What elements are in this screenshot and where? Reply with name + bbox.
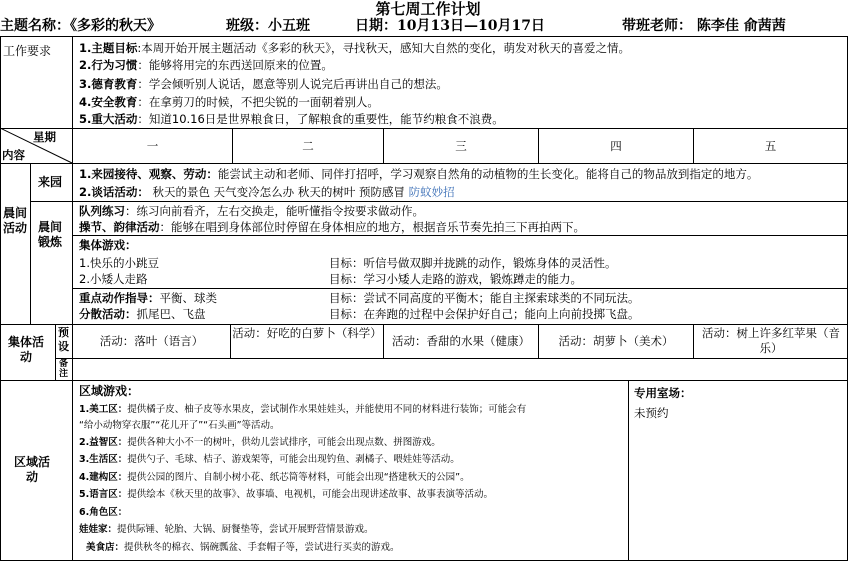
day-header: 二 [302,139,314,153]
key-goal: 目标：尝试不同高度的平衡木；能自主探索球类的不同玩法。 [329,291,640,305]
theme-name: 主题名称：《多彩的秋天》 [0,18,161,34]
date-range: 日期：10月13日—10月17日 [355,18,545,34]
work-item: 4.安全教育：在拿剪刀的时候，不把尖锐的一面朝着别人。 [79,95,379,109]
area-item: 美食店：提供秋冬的棉衣、锅碗瓢盆、手套帽子等，尝试进行买卖的游戏。 [86,542,400,553]
game-goal: 目标：听信号做双脚并拢跳的动作，锻炼身体的灵活性。 [329,256,617,270]
special-room-status: 未预约 [634,406,669,420]
group-games-head: 集体游戏： [79,238,137,252]
area-item: 5.语言区：提供绘本《秋天里的故事》、故事墙、电视机，可能会出现讲述故事、故事表演等活动。 [79,489,493,500]
class-name: 班级：小五班 [226,18,310,34]
activity-cell: 活动：胡萝卜（美术） [558,334,674,348]
special-room-title: 专用室场： [634,386,692,400]
teachers: 带班老师： 陈李佳 俞茜茜 [622,18,786,34]
work-item: 2.行为习惯：能够将用完的东西送回原来的位置。 [79,58,333,72]
topic-link[interactable]: 防蚊妙招 [408,185,455,199]
area-item: 6.角色区： [79,507,128,518]
area-item: “给小动物穿衣服”“花儿开了”“石头画”等活动。 [79,420,280,431]
split-activity: 分散活动：抓尾巴、飞盘 [79,307,206,321]
morning-label: 晨间活动 [2,206,27,235]
arrival-line2: 2.谈话活动： 秋天的景色 天气变冷怎么办 秋天的树叶 预防感冒 防蚊妙招 [79,185,455,199]
day-header: 三 [455,139,467,153]
work-label: 工作要求 [3,44,52,58]
corner-week: 星期 [33,130,56,144]
work-item: 3.德育教育：学会倾听别人说话，愿意等别人说完后再讲出自己的想法。 [79,77,448,91]
note-label: 备注 [58,359,68,379]
area-item: 3.生活区：提供勺子、毛球、桔子、游戏架等，可能会出现钓鱼、剥橘子、喂娃娃等活动。 [79,454,460,465]
area-item: 娃娃家：提供际锤、轮胎、大锅、厨餐垫等，尝试开展野营情景游戏。 [79,524,374,535]
split-goal: 目标：在奔跑的过程中会保护好自己；能向上向前投掷飞盘。 [329,307,640,321]
arrival-line1: 1.来园接待、观察、劳动：能尝试主动和老师、同伴打招呼，学习观察自然角的动植物的生长变化。能将自己的物品放到指定的地方。 [79,167,759,181]
area-games-title: 区域游戏： [79,384,140,398]
work-item: 5.重大活动：知道10.16日是世界粮食日，了解粮食的重要性，能节约粮食不浪费。 [79,112,504,126]
game-name: 2.小矮人走路 [79,272,148,286]
area-label: 区域活动 [13,455,50,484]
plan-label: 预设 [58,326,69,353]
group-label: 集体活动 [7,335,44,364]
activity-cell: 活动：落叶（语言） [99,334,204,348]
drill-line: 队列练习：练习向前看齐，左右交换走，能听懂指令按要求做动作。 [79,204,424,218]
day-header: 五 [764,139,777,153]
corner-content: 内容 [2,148,25,162]
area-item: 4.建构区：提供公园的图片、自制小树小花、纸芯筒等材料，可能会出现“搭建秋天的公园”。 [79,472,470,483]
day-header: 四 [610,139,622,153]
page-title: 第七周工作计划 [375,0,481,18]
activity-cell: 活动：树上许多红苹果（音乐） [702,326,840,355]
arrival-label: 来园 [38,175,63,189]
rhythm-line: 操节、韵律活动：能够在唱到身体部位时停留在身体相应的地方，根据音乐节奏先拍三下再拍两下。 [79,220,585,234]
activity-cell: 活动：香甜的水果（健康） [392,334,530,348]
work-item: 1.主题目标:本周开始开展主题活动《多彩的秋天》，寻找秋天，感知大自然的变化，萌发对秋天的喜爱之情。 [79,41,630,55]
area-item: 2.益智区：提供各种大小不一的树叶，供幼儿尝试排序，可能会出现点数、拼图游戏。 [79,437,441,448]
activity-cell: 活动：好吃的白萝卜（科学） [232,326,382,340]
game-name: 1.快乐的小跳豆 [79,256,159,270]
game-goal: 目标：学习小矮人走路的游戏，锻炼蹲走的能力。 [329,272,582,286]
area-item: 1.美工区：提供橘子皮、柚子皮等水果皮，尝试制作水果娃娃头，并能使用不同的材料进行装饰；可能会有 [79,404,527,415]
day-header: 一 [146,139,159,153]
exercise-label: 晨间锻炼 [37,220,62,249]
key-action: 重点动作指导：平衡、球类 [79,291,217,305]
